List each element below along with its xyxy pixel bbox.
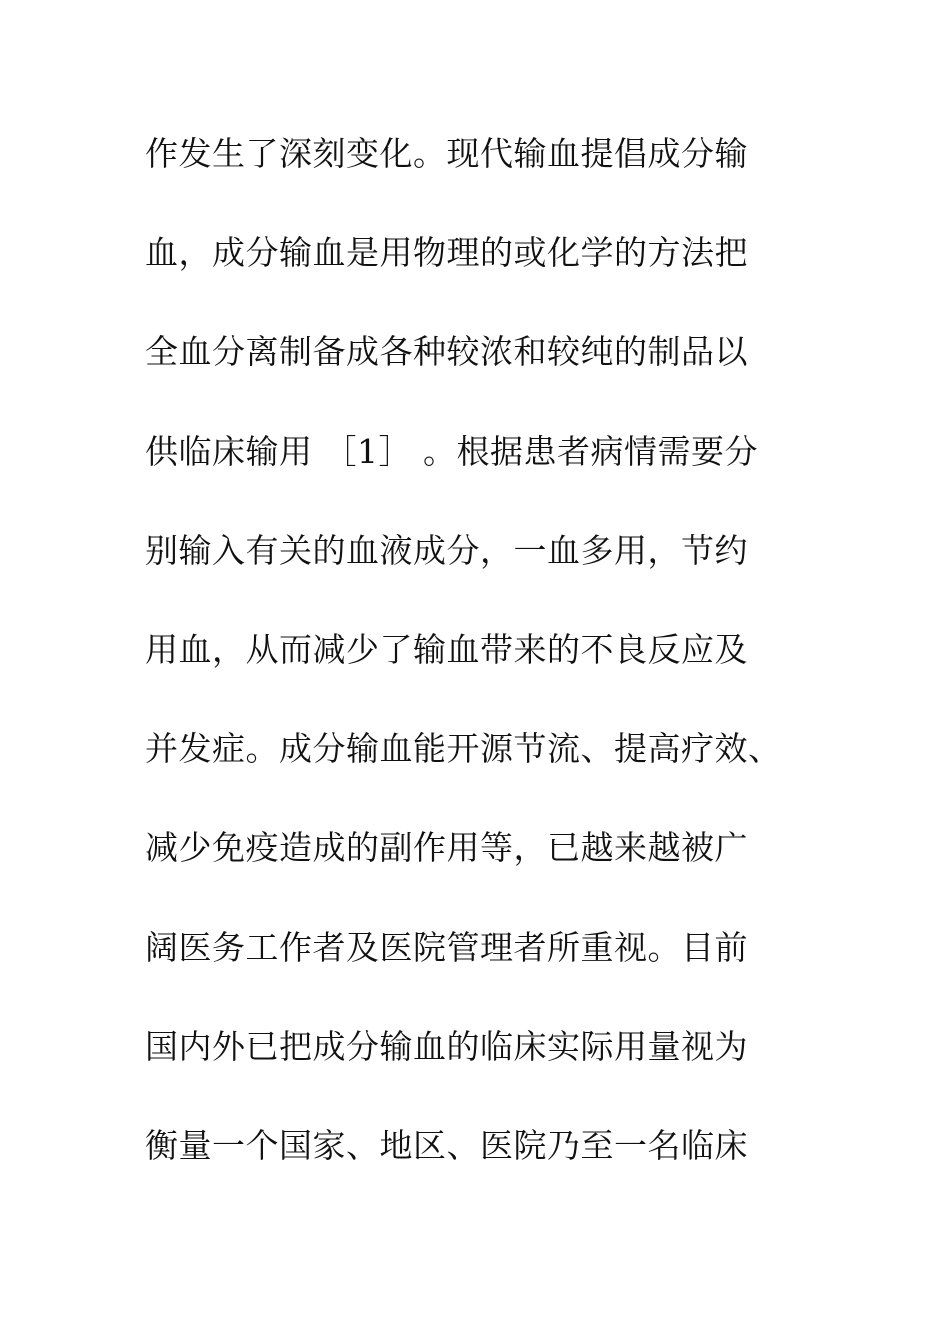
text-line: 供临床输用 ［1］ 。根据患者病情需要分 (145, 431, 758, 471)
text-line: 全血分离制备成各种较浓和较纯的制品以 (145, 332, 748, 372)
text-line: 减少免疫造成的副作用等，已越来越被广 (145, 828, 748, 868)
text-line: 用血，从而减少了输血带来的不良反应及 (145, 629, 748, 669)
text-line: 血，成分输血是用物理的或化学的方法把 (145, 233, 748, 273)
text-line: 作发生了深刻变化。现代输血提倡成分输 (145, 134, 748, 173)
text-line: 国内外已把成分输血的临床实际用量视为 (145, 1026, 748, 1066)
text-line: 别输入有关的血液成分，一血多用，节约 (145, 530, 748, 570)
text-line: 并发症。成分输血能开源节流、提高疗效、 (145, 729, 782, 769)
text-line: 衡量一个国家、地区、医院乃至一名临床 (145, 1125, 748, 1165)
body-text (145, 126, 845, 1217)
text-line: 阔医务工作者及医院管理者所重视。目前 (145, 927, 748, 967)
